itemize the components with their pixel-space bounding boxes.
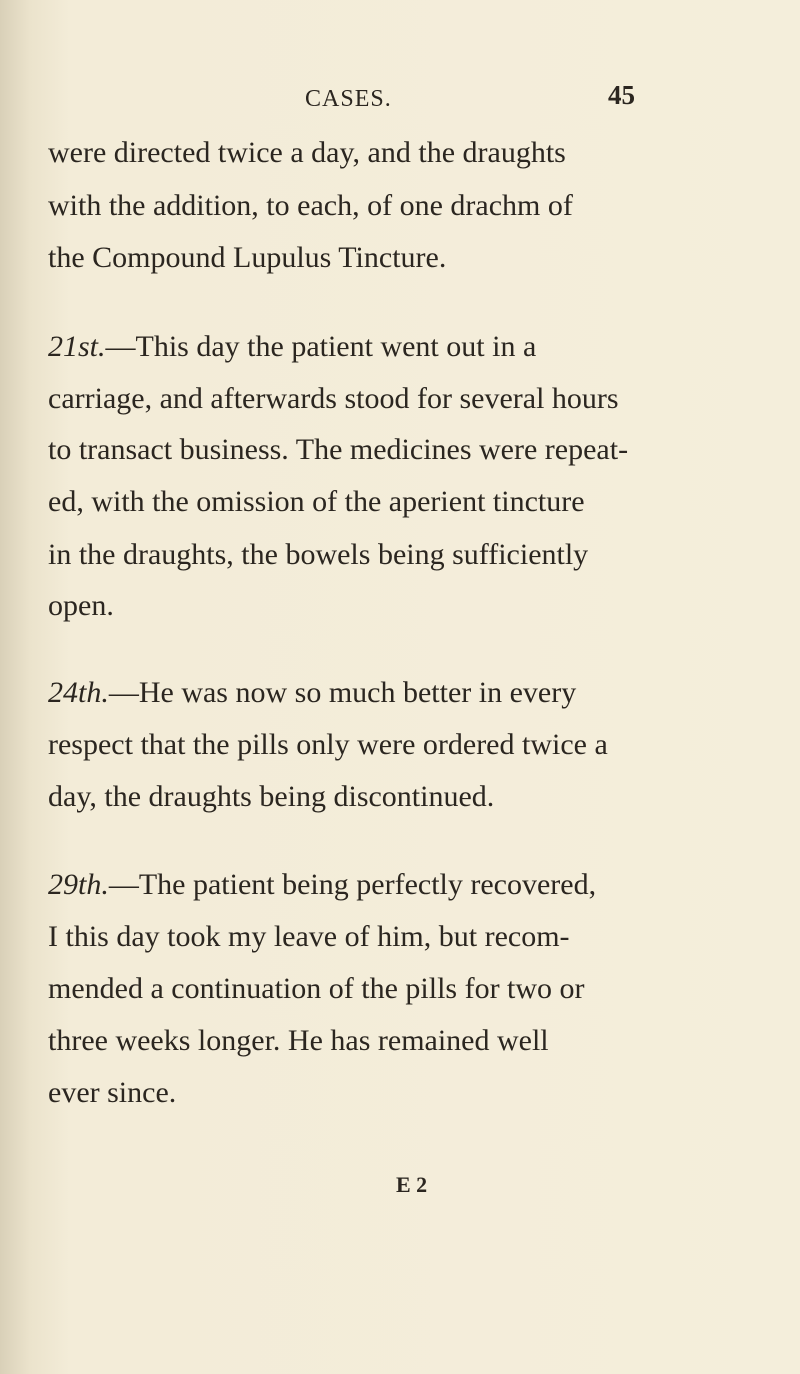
running-header: CASES.: [305, 86, 392, 112]
text-line: day, the draughts being discontinued.: [48, 780, 495, 813]
text-line: ever since.: [48, 1076, 177, 1109]
entry-date: 21st.: [48, 330, 106, 363]
text-line: carriage, and afterwards stood for several hours: [48, 382, 619, 415]
text-line: three weeks longer. He has remained well: [48, 1024, 549, 1057]
text-line: the Compound Lupulus Tincture.: [48, 241, 447, 274]
text-line: ed, with the omission of the aperient tincture: [48, 485, 585, 518]
text-line: to transact business. The medicines were repeat-: [48, 433, 629, 466]
text-line: 24th.—He was now so much better in every: [48, 676, 577, 709]
entry-date: 29th.: [48, 868, 109, 901]
text-line: I this day took my leave of him, but recom-: [48, 920, 570, 953]
text-line: were directed twice a day, and the draughts: [48, 136, 566, 169]
text-line: 21st.—This day the patient went out in a: [48, 330, 537, 363]
text-line: 29th.—The patient being perfectly recovered,: [48, 868, 597, 901]
text-line: in the draughts, the bowels being sufficiently: [48, 538, 589, 571]
page-number: 45: [608, 80, 635, 110]
signature-mark: E 2: [396, 1172, 428, 1197]
text-line: mended a continuation of the pills for two or: [48, 972, 585, 1005]
text-line: respect that the pills only were ordered twice a: [48, 728, 608, 761]
text-line: with the addition, to each, of one drachm of: [48, 189, 573, 222]
text-line: open.: [48, 589, 114, 622]
entry-date: 24th.: [48, 676, 109, 709]
